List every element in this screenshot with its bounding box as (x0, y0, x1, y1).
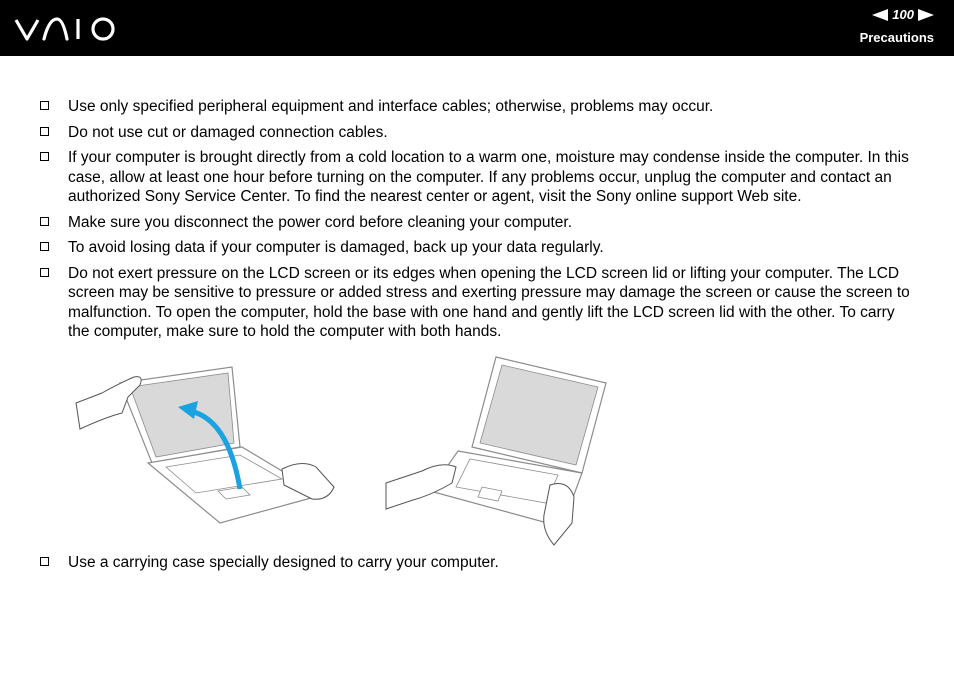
list-item-text: Do not use cut or damaged connection cables. (68, 123, 388, 141)
next-page-arrow-icon[interactable] (918, 9, 934, 21)
list-item (40, 123, 920, 142)
checkbox-icon (40, 127, 49, 136)
laptop-opening-lid-drawing (76, 367, 334, 523)
prev-page-arrow-icon[interactable] (872, 9, 888, 21)
checkbox-icon (40, 268, 49, 277)
list-item-text: To avoid losing data if your computer is damaged, back up your data regularly. (68, 239, 604, 257)
checkbox-icon (40, 557, 49, 566)
list-item-text: Make sure you disconnect the power cord before cleaning your computer. (68, 213, 573, 231)
checkbox-icon (40, 217, 49, 226)
checkbox-icon (40, 242, 49, 251)
page-navigator (872, 6, 934, 24)
laptop-handling-illustration (72, 355, 612, 550)
list-item (40, 148, 920, 206)
laptop-carrying-drawing (386, 357, 606, 545)
page-number: 100 (892, 7, 914, 22)
checkbox-icon (40, 101, 49, 110)
precautions-list-continued (40, 553, 920, 579)
list-item (40, 213, 920, 232)
list-item-text: Use only specified peripheral equipment and interface cables; otherwise, problems may occur. (68, 98, 714, 115)
section-title: Precautions (859, 30, 934, 45)
list-item-text: Do not exert pressure on the LCD screen or its edges when opening the LCD screen lid or lifting your computer. The LCD screen may be sensitive to pressure or added stress and exerting pressure may damage the screen or cause the screen to malfunction. To open the computer, hold the base with one hand and gently lift the LCD screen lid with the other. To carry the computer, make sure to hold the computer with both hands. (68, 264, 910, 340)
list-item-text: Use a carrying case specially designed to carry your computer. (68, 554, 499, 571)
list-item (40, 238, 920, 257)
page-header (0, 0, 954, 56)
list-item (40, 97, 920, 116)
list-item (40, 264, 920, 342)
vaio-logo (14, 14, 120, 44)
checkbox-icon (40, 152, 49, 161)
precautions-list (40, 97, 920, 348)
list-item (40, 553, 920, 572)
list-item-text: If your computer is brought directly from a cold location to a warm one, moisture may condense inside the computer. In this case, allow at least one hour before turning on the computer. If any problems occur, unplug the computer and contact an authorized Sony Service Center. To find the nearest center or agent, visit the Sony online support Web site. (68, 149, 909, 205)
